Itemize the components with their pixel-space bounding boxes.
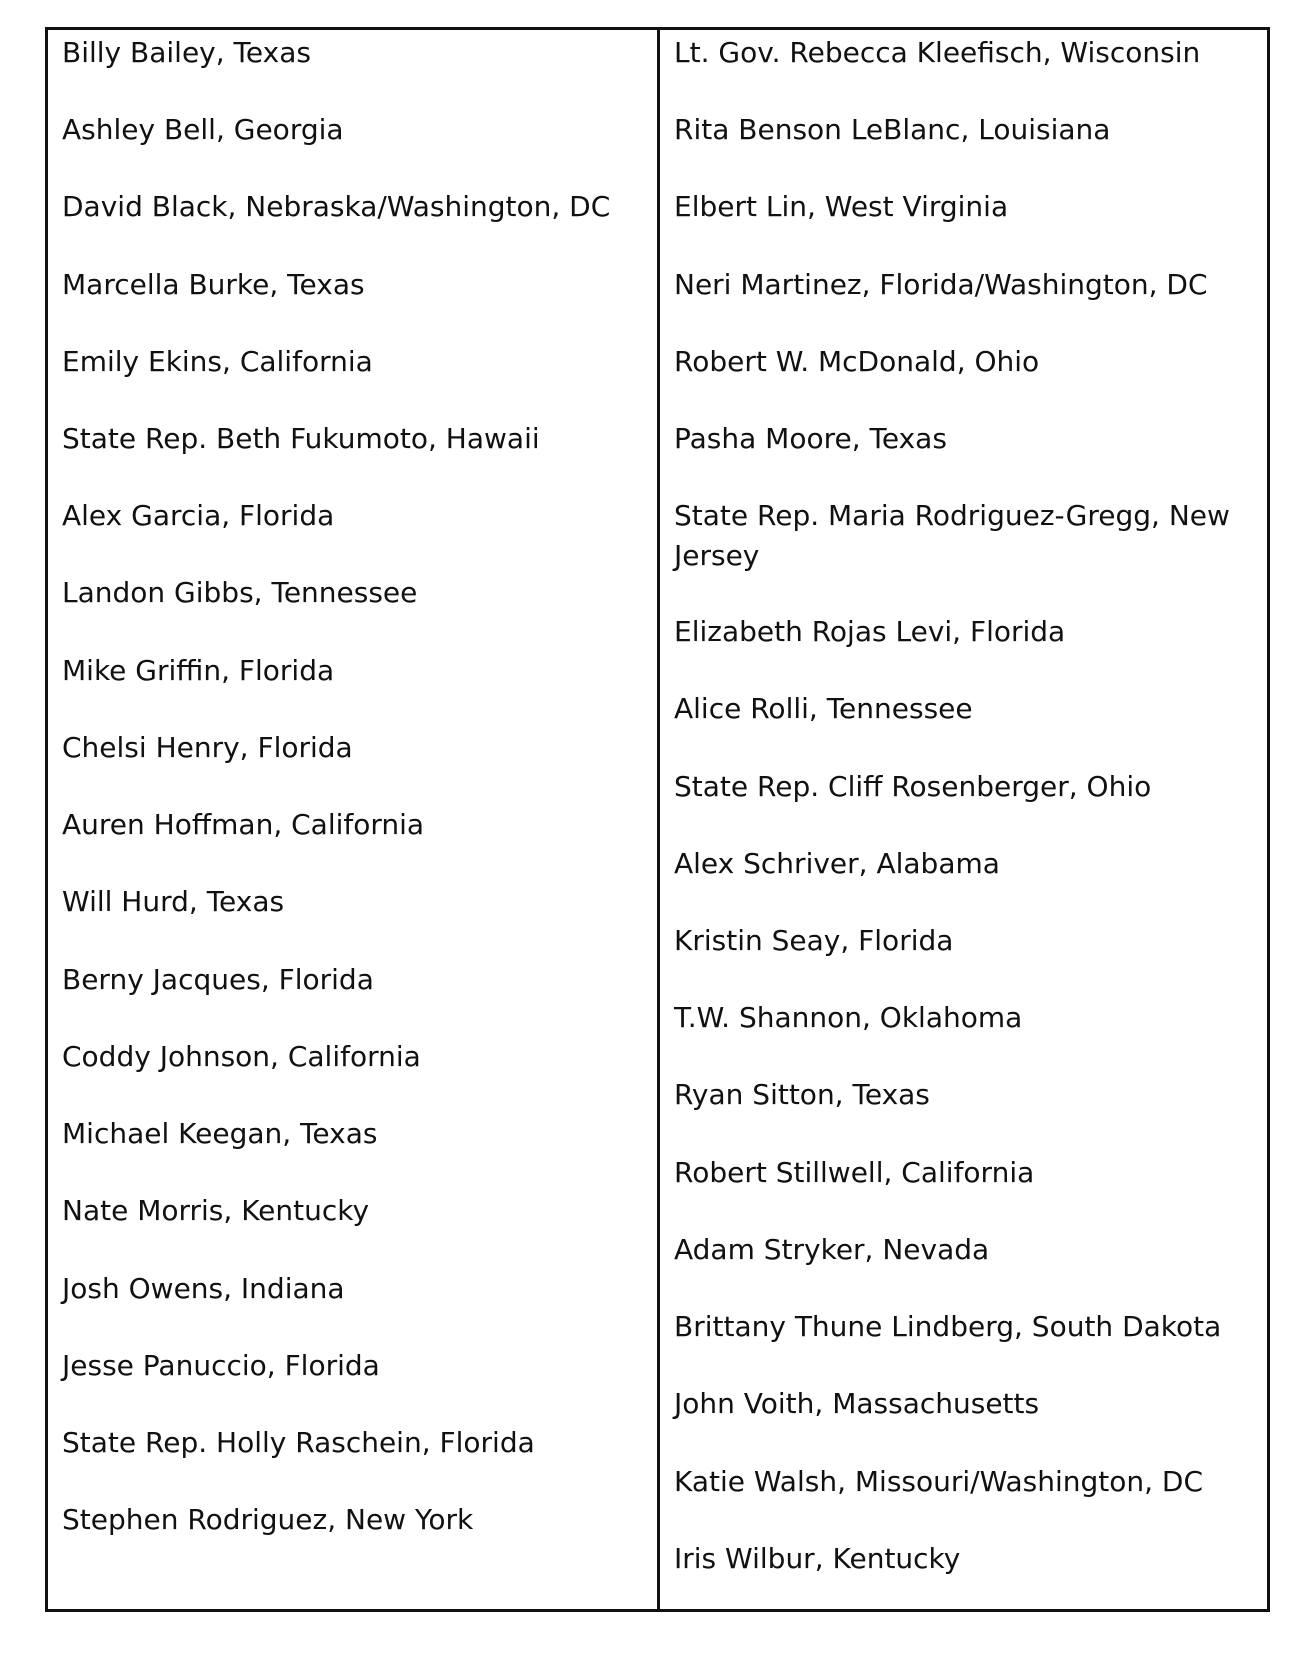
- right-column: [674, 30, 1254, 1609]
- list-item: Josh Owens, Indiana: [62, 1272, 345, 1305]
- list-item: Elbert Lin, West Virginia: [674, 190, 1009, 223]
- list-item: Ryan Sitton, Texas: [674, 1078, 930, 1111]
- list-item: Pasha Moore, Texas: [674, 422, 947, 455]
- list-item: Jesse Panuccio, Florida: [62, 1349, 380, 1382]
- list-item: Nate Morris, Kentucky: [62, 1194, 370, 1227]
- list-item: Alex Garcia, Florida: [62, 499, 335, 532]
- list-item: Kristin Seay, Florida: [674, 924, 954, 957]
- names-table: [45, 27, 1270, 1612]
- list-item: Iris Wilbur, Kentucky: [674, 1542, 961, 1575]
- list-item: John Voith, Massachusetts: [674, 1387, 1040, 1420]
- list-item: Rita Benson LeBlanc, Louisiana: [674, 113, 1111, 146]
- list-item: Michael Keegan, Texas: [62, 1117, 378, 1150]
- list-item: Lt. Gov. Rebecca Kleefisch, Wisconsin: [674, 36, 1201, 69]
- list-item: Chelsi Henry, Florida: [62, 731, 353, 764]
- list-item: State Rep. Maria Rodriguez-Gregg, New Jersey: [674, 499, 1230, 572]
- list-item: State Rep. Cliff Rosenberger, Ohio: [674, 770, 1152, 803]
- list-item: Robert Stillwell, California: [674, 1156, 1035, 1189]
- list-item: Berny Jacques, Florida: [62, 963, 374, 996]
- list-item: Katie Walsh, Missouri/Washington, DC: [674, 1465, 1204, 1498]
- list-item: Alice Rolli, Tennessee: [674, 692, 973, 725]
- list-item: Adam Stryker, Nevada: [674, 1233, 990, 1266]
- list-item: Will Hurd, Texas: [62, 885, 285, 918]
- list-item: Landon Gibbs, Tennessee: [62, 576, 418, 609]
- list-item: Ashley Bell, Georgia: [62, 113, 344, 146]
- list-item: Robert W. McDonald, Ohio: [674, 345, 1040, 378]
- list-item: T.W. Shannon, Oklahoma: [674, 1001, 1023, 1034]
- list-item: Stephen Rodriguez, New York: [62, 1503, 474, 1536]
- list-item: Marcella Burke, Texas: [62, 268, 365, 301]
- list-item: Emily Ekins, California: [62, 345, 373, 378]
- list-item: Billy Bailey, Texas: [62, 36, 311, 69]
- list-item: Coddy Johnson, California: [62, 1040, 421, 1073]
- list-item: Elizabeth Rojas Levi, Florida: [674, 615, 1066, 648]
- list-item: Brittany Thune Lindberg, South Dakota: [674, 1310, 1222, 1343]
- list-item: Auren Hoffman, California: [62, 808, 425, 841]
- list-item: David Black, Nebraska/Washington, DC: [62, 190, 611, 223]
- list-item: State Rep. Holly Raschein, Florida: [62, 1426, 535, 1459]
- list-item: Alex Schriver, Alabama: [674, 847, 1000, 880]
- left-column: [62, 30, 642, 1609]
- list-item: State Rep. Beth Fukumoto, Hawaii: [62, 422, 540, 455]
- list-item: Mike Griffin, Florida: [62, 654, 335, 687]
- list-item: Neri Martinez, Florida/Washington, DC: [674, 268, 1208, 301]
- column-divider: [657, 30, 660, 1609]
